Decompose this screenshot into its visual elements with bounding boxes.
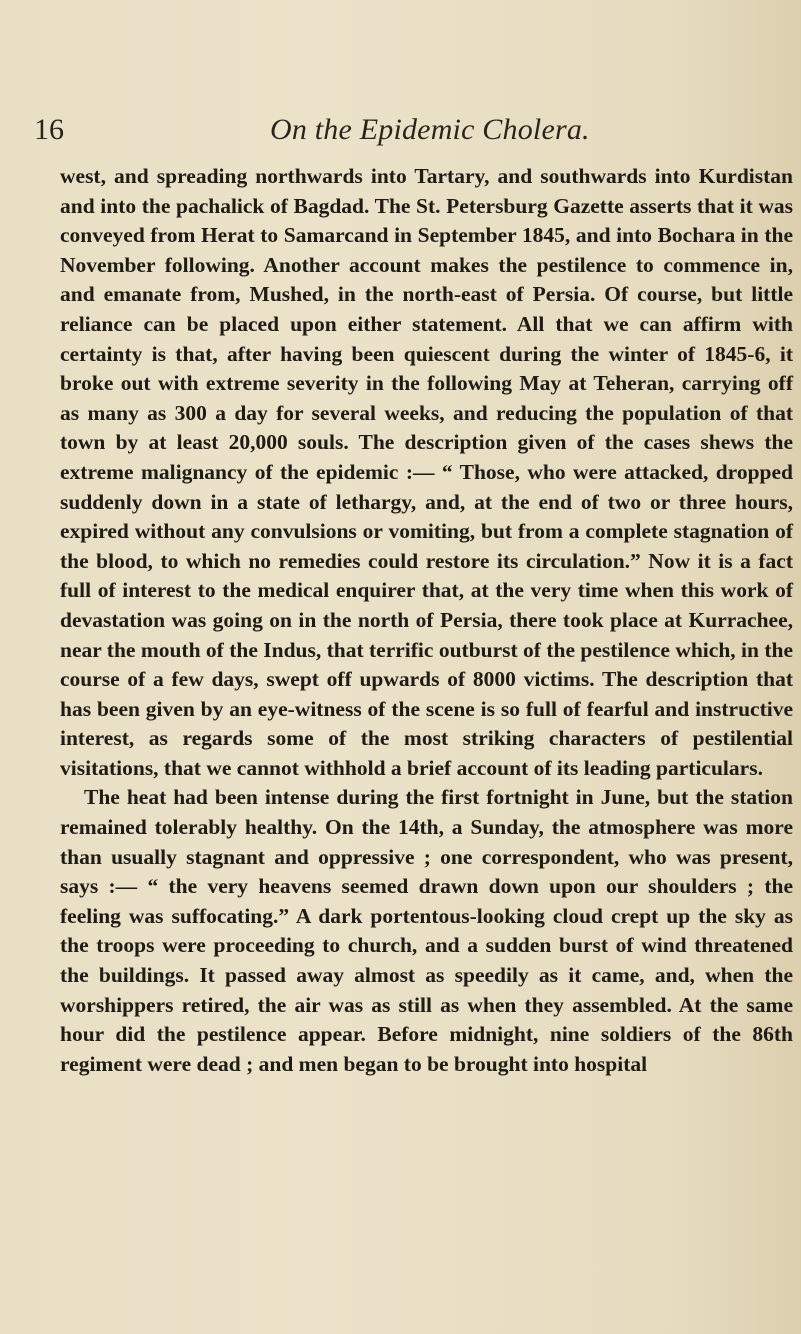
body-text [60,162,793,1079]
running-title: On the Epidemic Cholera. [270,113,590,146]
paragraph-continued: west, and spreading northwards into Tartary, and southwards into Kurdistan and into the pachalick of Bagdad. The St. Petersburg Gazette asserts that it was conveyed from Herat to Samarcand in September 1845, and into Bochara in the November following. Another account makes the pestilence to commence in, and emanate from, Mushed, in the north-east of Persia. Of course, but little reliance can be placed upon either statement. All that we can affirm with certainty is that, after having been quiescent during the winter of 1845-6, it broke out with extreme severity in the following May at Teheran, carrying off as many as 300 a day for several weeks, and reducing the population of that town by at least 20,000 souls. The description given of the cases shews the extreme malignancy of the epidemic :— “ Those, who were attacked, dropped suddenly down in a state of lethargy, and, at the end of two or three hours, expired without any convulsions or vomiting, but from a complete stagnation of the blood, to which no remedies could restore its circulation.” Now it is a fact full of interest to the medical enquirer that, at the very time when this work of devastation was going on in the north of Persia, there took place at Kurrachee, near the mouth of the Indus, that terrific outburst of the pestilence which, in the course of a few days, swept off upwards of 8000 victims. The description that has been given by an eye-witness of the scene is so full of fearful and instructive interest, as regards some of the most striking characters of pestilential visitations, that we cannot withhold a brief account of its leading particulars. [60,164,793,780]
paragraph: The heat had been intense during the first fortnight in June, but the station remained tolerably healthy. On the 14th, a Sunday, the atmosphere was more than usually stagnant and oppressive ; one correspondent, who was present, says :— “ the very heavens seemed drawn down upon our shoulders ; the feeling was suffocating.” A dark portentous-looking cloud crept up the sky as the troops were proceeding to church, and a sudden burst of wind threatened the buildings. It passed away almost as speedily as it came, and, when the worshippers retired, the air was as still as when they assembled. At the same hour did the pestilence appear. Before midnight, nine soldiers of the 86th regiment were dead ; and men began to be brought into hospital [60,785,793,1076]
page-number: 16 [34,113,64,146]
